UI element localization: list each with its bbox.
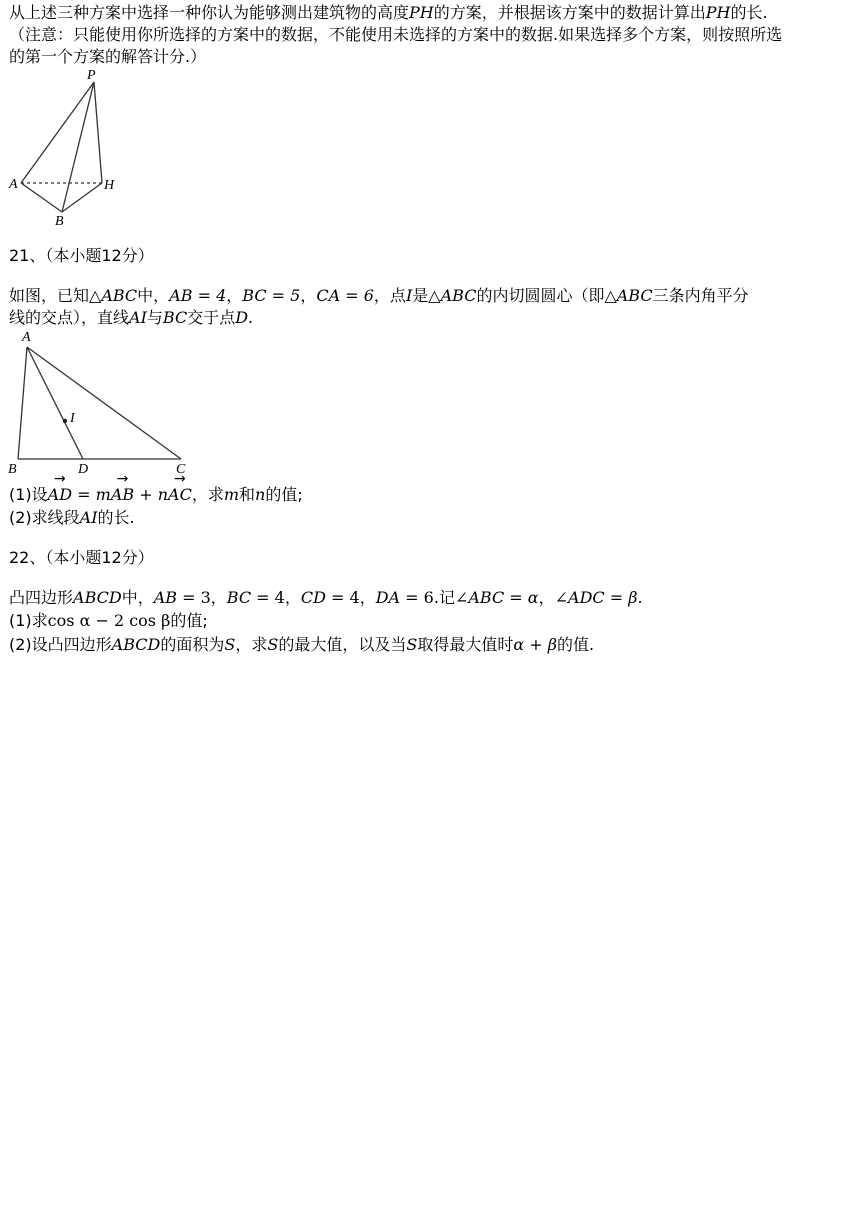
math-bc: BC <box>162 308 188 327</box>
segment-ad <box>27 347 83 459</box>
q22-text: 的值. <box>556 635 595 654</box>
q21-text: 是△ <box>412 286 441 305</box>
q21-text: . <box>248 308 254 327</box>
math-abcd: ABCD <box>111 635 161 654</box>
math-bc: BC = 5 <box>242 286 301 305</box>
intro-text: 从上述三种方案中选择一种你认为能够测出建筑物的高度 <box>9 3 410 22</box>
edge-ab <box>21 183 62 212</box>
math-s: S <box>224 635 236 654</box>
q21-header: 21、（本小题12分） <box>9 246 154 265</box>
vector-ac: → AC <box>168 484 192 506</box>
q22-part-2 <box>9 634 594 656</box>
math-ph: PH <box>705 3 731 22</box>
q21-text: 与 <box>146 308 163 327</box>
vector-ab: → AB <box>111 484 134 506</box>
math-ab: AB <box>153 588 178 607</box>
q21-text: 的长. <box>97 508 135 527</box>
math-ca: CA = 6 <box>316 286 374 305</box>
math-angle-abc: ∠ABC = α <box>454 588 539 607</box>
math-s: S <box>267 635 279 654</box>
label-b: B <box>55 214 64 229</box>
side-ab <box>18 347 27 459</box>
math-ai: AI <box>129 308 147 327</box>
math-s: S <box>406 635 418 654</box>
math-value: = 4， <box>325 588 376 607</box>
label-d: D <box>78 462 89 477</box>
math-eq: = <box>72 485 96 504</box>
math-alpha-plus-beta: α + β <box>513 635 557 654</box>
q21-text: 如图，已知△ <box>9 286 102 305</box>
q21-text: 交于点 <box>187 308 236 327</box>
vector-ad: → AD <box>48 484 72 506</box>
q22-text: 的最大值，以及当 <box>278 635 407 654</box>
math-bc: BC <box>226 588 252 607</box>
intro-line-3: 的第一个方案的解答计分.） <box>9 47 207 66</box>
math-n: n <box>255 485 266 504</box>
math-abc: ABC <box>616 286 653 305</box>
q21-text: 线的交点），直线 <box>9 308 130 327</box>
q22-text: 的面积为 <box>160 635 225 654</box>
math-cos-expression: cos α − 2 cos β <box>47 611 171 630</box>
q21-text: 中， <box>137 286 170 305</box>
math-da: DA <box>375 588 401 607</box>
label-b: B <box>8 462 17 477</box>
math-ph: PH <box>409 3 434 22</box>
q22-text: (1)求 <box>9 611 48 630</box>
q22-text: 的值; <box>170 611 208 630</box>
pyramid-figure <box>0 62 130 232</box>
math-abcd: ABCD <box>73 588 122 607</box>
math-value: = 4， <box>251 588 301 607</box>
q22-header: 22、（本小题12分） <box>9 548 154 567</box>
edge-ph <box>94 82 102 183</box>
q22-text: ，求 <box>235 635 268 654</box>
math-abc: ABC <box>101 286 138 305</box>
math-value: = 3， <box>177 588 227 607</box>
math-abc: ABC <box>440 286 477 305</box>
math-value: = 6.记 <box>400 588 455 607</box>
math-plus: + <box>134 485 158 504</box>
label-c: C <box>176 462 186 477</box>
side-ca <box>27 347 181 459</box>
q22-text: 中， <box>121 588 154 607</box>
math-ai: AI <box>79 508 98 527</box>
label-a: A <box>22 330 31 345</box>
intro-text: 的长. <box>730 3 768 22</box>
q21-text: ，求 <box>191 485 224 504</box>
q21-line-1 <box>9 285 749 307</box>
q22-text: . <box>637 588 643 607</box>
q21-part-1 <box>9 484 303 506</box>
math-ab: AB = 4 <box>169 286 227 305</box>
q21-text: (2)求线段 <box>9 508 80 527</box>
label-h: H <box>104 178 115 193</box>
q21-text: 和 <box>239 485 256 504</box>
incenter-point <box>63 419 67 423</box>
math-i: I <box>405 286 413 305</box>
label-p: P <box>87 68 96 83</box>
label-a: A <box>9 177 18 192</box>
q22-text: 取得最大值时 <box>417 635 514 654</box>
q22-text: 凸四边形 <box>9 588 74 607</box>
math-m: m <box>95 485 111 504</box>
q22-line-1 <box>9 587 643 609</box>
q22-part-1 <box>9 610 208 632</box>
q21-text: ，点 <box>373 286 406 305</box>
math-d: D <box>235 308 249 327</box>
q22-text: (2)设凸四边形 <box>9 635 112 654</box>
intro-line-1 <box>9 2 768 24</box>
q21-part-2 <box>9 507 135 529</box>
math-m: m <box>223 485 239 504</box>
q22-text: ， <box>538 588 555 607</box>
q21-text: ， <box>300 286 317 305</box>
math-cd: CD <box>300 588 326 607</box>
edge-pa <box>21 82 94 183</box>
intro-text: 的方案，并根据该方案中的数据计算出 <box>433 3 706 22</box>
q21-text: 的内切圆圆心（即△ <box>476 286 617 305</box>
math-n: n <box>157 485 169 504</box>
q21-text: 三条内角平分 <box>652 286 749 305</box>
q21-text: 的值; <box>265 485 303 504</box>
math-angle-adc: ∠ADC = β <box>554 588 638 607</box>
q21-text: ， <box>226 286 243 305</box>
intro-line-2: （注意：只能使用你所选择的方案中的数据，不能使用未选择的方案中的数据.如果选择多个方案，则按照所选 <box>9 25 783 44</box>
label-i: I <box>70 411 75 426</box>
q21-text: (1)设 <box>9 485 48 504</box>
triangle-figure <box>0 326 200 478</box>
